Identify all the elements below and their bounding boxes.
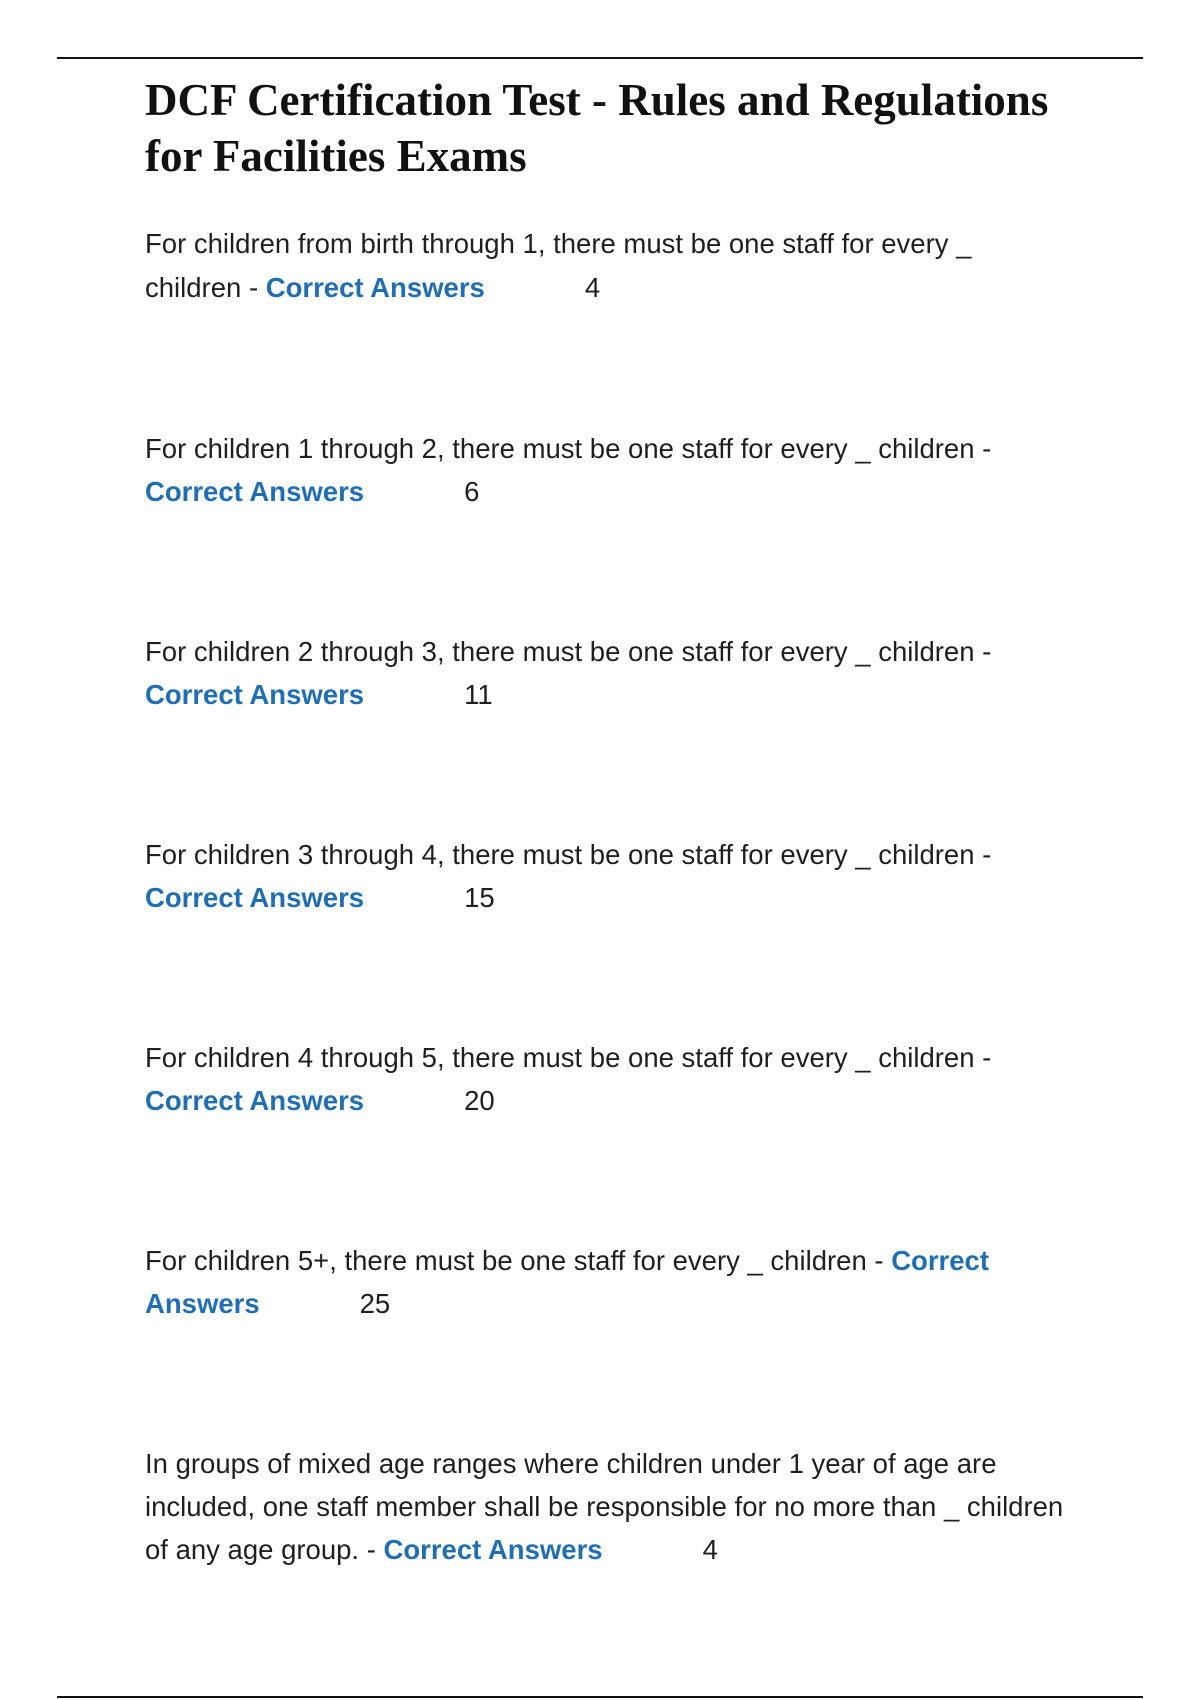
correct-answers-label: Correct Answers xyxy=(145,476,365,507)
question-text: For children 4 through 5, there must be one staff for every _ children - xyxy=(145,1042,992,1073)
correct-answers-label: Correct Answers xyxy=(145,1085,365,1116)
answer-value: 4 xyxy=(702,1534,718,1565)
correct-answers-label: Correct Answers xyxy=(383,1534,603,1565)
correct-answers-label: Correct Answers xyxy=(265,272,485,303)
question-text: For children 3 through 4, there must be one staff for every _ children - xyxy=(145,839,992,870)
correct-answers-label: Correct Answers xyxy=(145,1245,989,1319)
answer-value: 4 xyxy=(584,272,601,303)
question-text: For children 2 through 3, there must be one staff for every _ children - xyxy=(145,636,992,667)
bottom-divider xyxy=(57,1696,1143,1698)
question-item xyxy=(145,1036,1075,1122)
question-text: For children 1 through 2, there must be one staff for every _ children - xyxy=(145,433,992,464)
answer-value: 20 xyxy=(464,1085,495,1116)
question-item xyxy=(145,833,1075,919)
question-item xyxy=(145,1239,1075,1325)
document-body xyxy=(145,72,1075,1688)
question-item xyxy=(145,222,1075,310)
answer-value: 15 xyxy=(464,882,495,913)
question-text: For children from birth through 1, there must be one staff for every _ children - xyxy=(145,228,972,303)
question-item xyxy=(145,1442,1075,1571)
answer-value: 6 xyxy=(464,476,480,507)
answer-value: 11 xyxy=(464,679,493,710)
correct-answers-label: Correct Answers xyxy=(145,679,365,710)
question-text: In groups of mixed age ranges where children under 1 year of age are included, one staff member shall be responsible for no more than _ children of any age group. - xyxy=(145,1448,1064,1565)
question-item xyxy=(145,427,1075,513)
question-text: For children 5+, there must be one staff for every _ children - xyxy=(145,1245,892,1276)
question-item xyxy=(145,630,1075,716)
answer-value: 25 xyxy=(359,1288,391,1319)
page-title: DCF Certification Test - Rules and Regulations for Facilities Exams xyxy=(145,75,1049,181)
top-divider xyxy=(57,57,1143,59)
correct-answers-label: Correct Answers xyxy=(145,882,365,913)
